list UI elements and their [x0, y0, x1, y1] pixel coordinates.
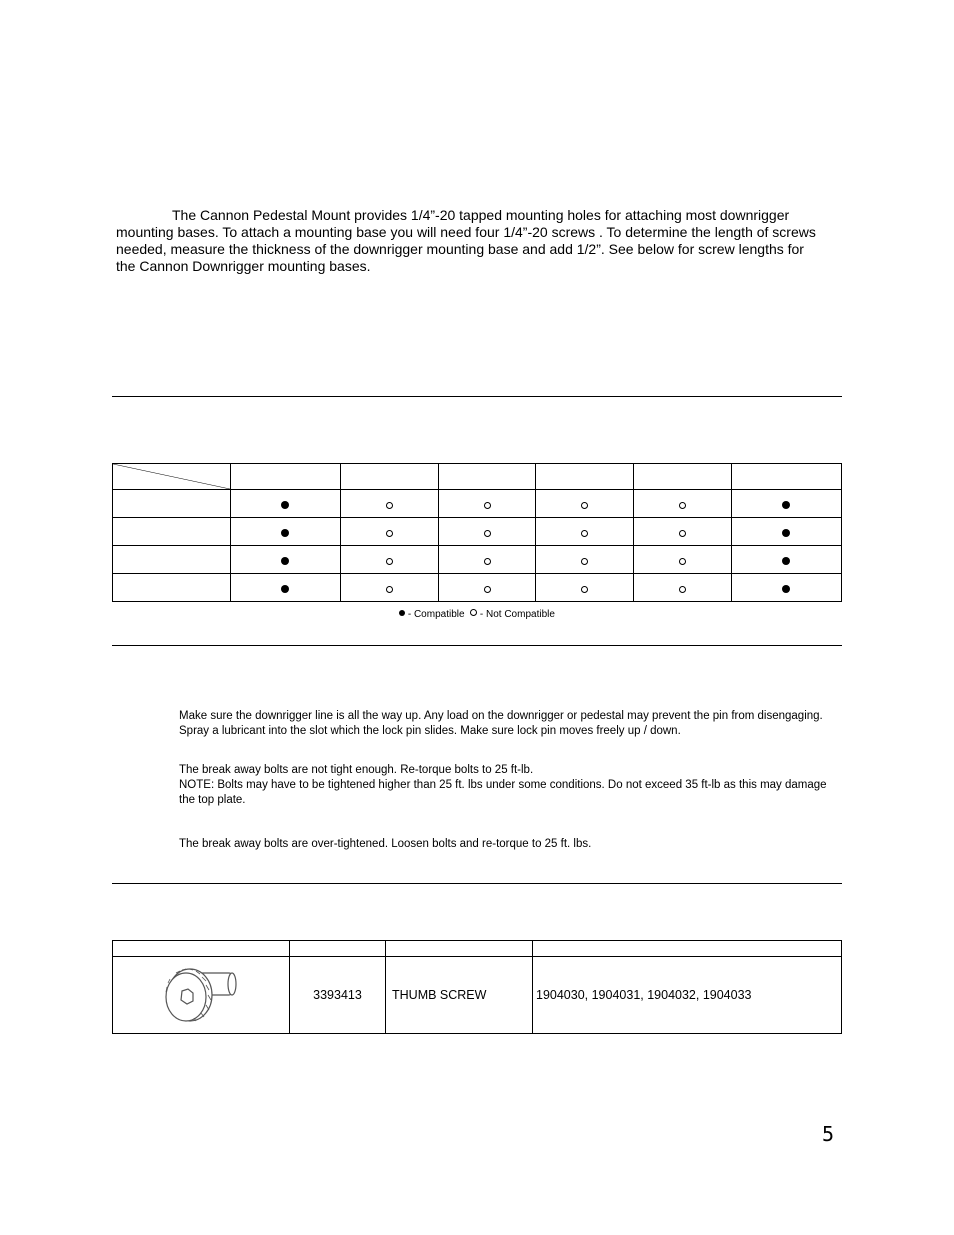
row-label: [113, 518, 231, 546]
compatible-dot-icon: [281, 529, 289, 537]
not-compatible-dot-icon: [679, 502, 686, 509]
column-header: [113, 941, 290, 957]
column-header: [290, 941, 386, 957]
troubleshooting-item-2: [179, 763, 843, 808]
compatibility-cell: [634, 490, 732, 518]
table-row: [113, 490, 842, 518]
legend-compatible: - Compatible: [407, 609, 465, 620]
compatibility-cell: [731, 518, 841, 546]
not-compatible-dot-icon: [386, 530, 393, 537]
troubleshooting-item-1: Make sure the downrigger line is all the way up. Any load on the downrigger or pedestal may prevent the pin from disengaging. Spray a lubricant into the slot which the lock pin slides. Make sure lock pin moves freely up / down.: [179, 710, 823, 737]
troubleshooting-item-3: The break away bolts are over-tightened. Loosen bolts and re-torque to 25 ft. lbs.: [179, 838, 592, 850]
table-header-row: [113, 941, 842, 957]
not-compatible-dot-icon: [386, 558, 393, 565]
parts-table: [112, 940, 842, 1034]
compatibility-cell: [231, 574, 341, 602]
compatibility-cell: [536, 546, 634, 574]
compatible-dot-icon: [782, 557, 790, 565]
table-header-row: [113, 464, 842, 490]
compatibility-cell: [340, 574, 438, 602]
compatibility-cell: [634, 518, 732, 546]
table-row: [113, 518, 842, 546]
compatibility-cell: [340, 546, 438, 574]
compatible-dot-icon: [281, 557, 289, 565]
compatible-dot-icon: [782, 585, 790, 593]
compatibility-cell: [438, 574, 536, 602]
filled-dot-icon: [399, 610, 405, 616]
compatibility-cell: [438, 490, 536, 518]
compatible-dot-icon: [281, 585, 289, 593]
compatibility-cell: [340, 518, 438, 546]
not-compatible-dot-icon: [484, 558, 491, 565]
compatibility-cell: [634, 574, 732, 602]
compatibility-cell: [231, 490, 341, 518]
table-row: [113, 574, 842, 602]
not-compatible-dot-icon: [581, 586, 588, 593]
column-header: [634, 464, 732, 490]
compatibility-cell: [536, 490, 634, 518]
not-compatible-dot-icon: [386, 502, 393, 509]
legend-not-compatible: - Not Compatible: [479, 609, 555, 620]
compatibility-cell: [731, 490, 841, 518]
thumb-screw-icon: [156, 959, 246, 1029]
not-compatible-dot-icon: [679, 586, 686, 593]
compatibility-cell: [438, 546, 536, 574]
not-compatible-dot-icon: [581, 558, 588, 565]
troubleshooting-text: The break away bolts are not tight enough. Re-torque bolts to 25 ft-lb.: [179, 764, 534, 776]
not-compatible-dot-icon: [484, 586, 491, 593]
part-models: 1904030, 1904031, 1904032, 1904033: [533, 957, 842, 1034]
compatibility-cell: [731, 546, 841, 574]
diagonal-line: [113, 464, 230, 489]
divider: [112, 645, 842, 646]
row-label: [113, 546, 231, 574]
compatibility-cell: [438, 518, 536, 546]
corner-cell: [113, 464, 231, 490]
not-compatible-dot-icon: [484, 530, 491, 537]
part-number: 3393413: [290, 957, 386, 1034]
compatible-dot-icon: [782, 501, 790, 509]
not-compatible-dot-icon: [679, 530, 686, 537]
not-compatible-dot-icon: [484, 502, 491, 509]
column-header: [731, 464, 841, 490]
compatibility-cell: [536, 518, 634, 546]
table-row: [113, 546, 842, 574]
column-header: [533, 941, 842, 957]
not-compatible-dot-icon: [581, 530, 588, 537]
compatibility-cell: [340, 490, 438, 518]
part-image-cell: [113, 957, 290, 1034]
not-compatible-dot-icon: [386, 586, 393, 593]
compatibility-cell: [231, 546, 341, 574]
troubleshooting-note: NOTE: Bolts may have to be tightened higher than 25 ft. lbs under some conditions. Do not exceed 35 ft-lb as this may damage the top plate.: [179, 779, 827, 806]
page-number: 5: [822, 1122, 835, 1146]
compatibility-cell: [731, 574, 841, 602]
compatible-dot-icon: [782, 529, 790, 537]
table-row: [113, 957, 842, 1034]
compatible-dot-icon: [281, 501, 289, 509]
row-label: [113, 490, 231, 518]
intro-paragraph: The Cannon Pedestal Mount provides 1/4”-20 tapped mounting holes for attaching most downrigger mounting bases. To attach a mounting base you will need four 1/4”-20 screws . To determine the length of screws needed, measure the thickness of the downrigger mounting base and add 1/2”. See below for screw lengths for the Cannon Downrigger mounting bases.: [116, 207, 816, 274]
column-header: [536, 464, 634, 490]
column-header: [438, 464, 536, 490]
column-header: [231, 464, 341, 490]
compatibility-cell: [536, 574, 634, 602]
not-compatible-dot-icon: [679, 558, 686, 565]
row-label: [113, 574, 231, 602]
column-header: [386, 941, 533, 957]
column-header: [340, 464, 438, 490]
divider: [112, 396, 842, 397]
compatibility-cell: [231, 518, 341, 546]
not-compatible-dot-icon: [581, 502, 588, 509]
compatibility-legend: [112, 609, 842, 620]
compatibility-table: [112, 463, 842, 602]
compatibility-cell: [634, 546, 732, 574]
empty-dot-icon: [470, 609, 477, 616]
divider: [112, 883, 842, 884]
part-description: THUMB SCREW: [386, 957, 533, 1034]
